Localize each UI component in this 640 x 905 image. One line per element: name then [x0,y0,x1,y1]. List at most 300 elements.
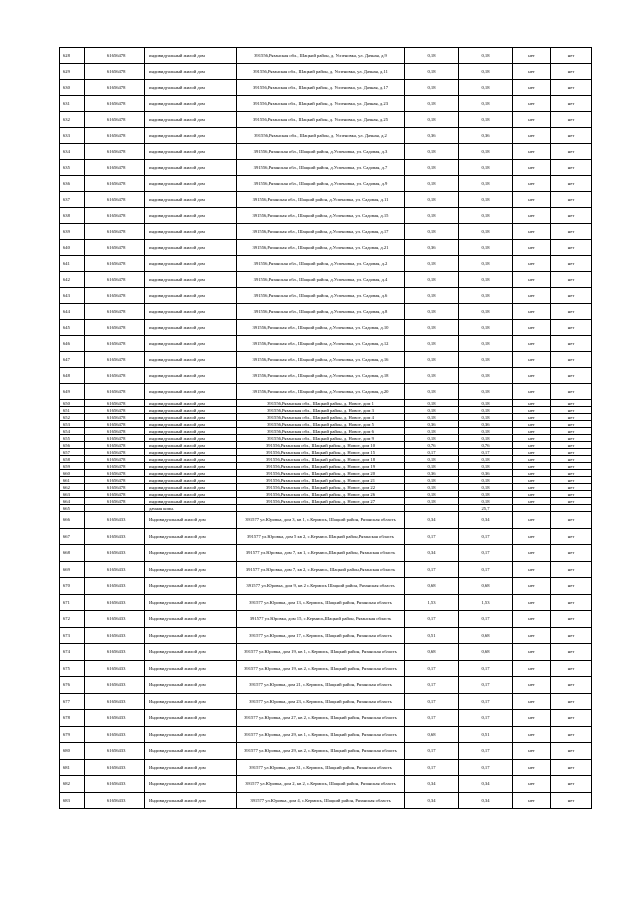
flag-a-cell: нет [513,435,551,442]
area-living-cell: 0,18 [459,48,513,64]
area-living-cell: 0,36 [459,421,513,428]
flag-b-cell: нет [551,644,592,661]
address-cell: 391577 ул.Юровка, дом 17, с.Кермись, Шацкий район, Рязанская область [237,627,405,644]
code-cell: 61656478 [85,368,145,384]
code-cell: 61656478 [85,160,145,176]
code-cell: 61656478 [85,304,145,320]
flag-a-cell: нет [513,144,551,160]
code-cell: 61656433 [85,545,145,562]
area-living-cell: 0,17 [459,743,513,760]
area-total-cell: 0,18 [405,304,459,320]
object-type-cell: индивидуальный жилой дом [145,414,237,421]
row-number-cell: 667 [60,528,85,545]
row-number-cell: 636 [60,176,85,192]
area-total-cell: 0,18 [405,352,459,368]
code-cell: 61656433 [85,594,145,611]
object-type-cell: индивидуальный жилой дом [145,384,237,400]
row-number-cell: 671 [60,594,85,611]
area-living-cell: 0,18 [459,400,513,407]
flag-a-cell: нет [513,407,551,414]
table-row [60,512,592,529]
area-living-cell: 0,18 [459,240,513,256]
flag-a-cell [513,505,551,512]
area-living-cell: 0,51 [459,726,513,743]
address-cell: 391556,Рязанская обл., Шацкий район, д.Успеновка, ул. Садовая, д.21 [237,240,405,256]
flag-b-cell: нет [551,336,592,352]
code-cell: 61656478 [85,456,145,463]
object-type-cell: дачная комн. [145,505,237,512]
flag-a-cell: нет [513,414,551,421]
code-cell: 61656478 [85,477,145,484]
row-number-cell: 638 [60,208,85,224]
code-cell: 61656478 [85,414,145,421]
flag-a-cell: нет [513,528,551,545]
code-cell: 61656478 [85,208,145,224]
code-cell: 61656478 [85,288,145,304]
flag-a-cell: нет [513,470,551,477]
table-row [60,491,592,498]
housing-register-table [59,47,592,809]
area-total-cell: 0,18 [405,428,459,435]
flag-a-cell: нет [513,400,551,407]
flag-b-cell: нет [551,528,592,545]
row-number-cell: 682 [60,776,85,793]
area-total-cell: 0,17 [405,710,459,727]
area-living-cell: 0,17 [459,545,513,562]
address-cell: 391556,Рязанская обл., Шацкий район, д. Новое, дом 21 [237,477,405,484]
row-number-cell: 657 [60,449,85,456]
flag-b-cell: нет [551,710,592,727]
object-type-cell: индивидуальный жилой дом [145,442,237,449]
table-row [60,484,592,491]
table-row [60,561,592,578]
object-type-cell: Индивидуальный жилой дом [145,644,237,661]
address-cell: 391577 ул.Юровка, дом 7, кв 1, с.Кермись,Шацкий район, Рязанская область [237,545,405,562]
flag-b-cell: нет [551,407,592,414]
flag-b-cell: нет [551,304,592,320]
code-cell: 61656478 [85,144,145,160]
row-number-cell: 642 [60,272,85,288]
object-type-cell: индивидуальный жилой дом [145,96,237,112]
area-total-cell: 0,18 [405,320,459,336]
flag-a-cell: нет [513,776,551,793]
table-row [60,240,592,256]
object-type-cell: индивидуальный жилой дом [145,144,237,160]
table-row [60,660,592,677]
table-row [60,498,592,505]
address-cell: 391556,Рязанская обл., Шацкий район, д. Новое, дом 19 [237,463,405,470]
code-cell: 61656478 [85,491,145,498]
code-cell: 61656433 [85,660,145,677]
table-row [60,208,592,224]
address-cell: 391556,Рязанская обл., Шацкий район, д.Успеновка, ул. Садовая, д.18 [237,368,405,384]
object-type-cell: индивидуальный жилой дом [145,160,237,176]
area-living-cell: 0,18 [459,456,513,463]
code-cell: 61656433 [85,726,145,743]
area-total-cell: 0,17 [405,528,459,545]
table-row [60,336,592,352]
flag-a-cell: нет [513,288,551,304]
object-type-cell: индивидуальный жилой дом [145,240,237,256]
table-row [60,677,592,694]
code-cell: 61656478 [85,320,145,336]
flag-b-cell: нет [551,759,592,776]
object-type-cell: индивидуальный жилой дом [145,304,237,320]
address-cell: 391577 ул.Юровка, дом 23, с.Кермись, Шацкий район, Рязанская область [237,693,405,710]
area-total-cell: 0,18 [405,484,459,491]
object-type-cell: индивидуальный жилой дом [145,272,237,288]
area-total-cell: 0,18 [405,48,459,64]
area-total-cell: 0,18 [405,272,459,288]
area-total-cell: 0,36 [405,240,459,256]
row-number-cell: 632 [60,112,85,128]
area-living-cell: 0,34 [459,776,513,793]
code-cell: 61656478 [85,272,145,288]
address-cell: 391556,Рязанская обл., Шацкий район, д. Новое, дом 6 [237,428,405,435]
row-number-cell: 670 [60,578,85,595]
row-number-cell: 648 [60,368,85,384]
area-living-cell: 0,17 [459,611,513,628]
address-cell: 391556,Рязанская обл., Шацкий район, д. Новое, дом 10 [237,442,405,449]
area-living-cell: 0,17 [459,660,513,677]
code-cell: 61656433 [85,693,145,710]
row-number-cell: 683 [60,792,85,809]
table-row [60,176,592,192]
row-number-cell: 675 [60,660,85,677]
flag-b-cell: нет [551,693,592,710]
code-cell: 61656433 [85,561,145,578]
code-cell: 61656433 [85,710,145,727]
area-total-cell: 0,36 [405,128,459,144]
address-cell: 391556,Рязанская обл., Шацкий район, д. Успеновка, ул. Дачная, д.9 [237,48,405,64]
code-cell: 61656433 [85,743,145,760]
flag-b-cell: нет [551,384,592,400]
area-total-cell: 0,51 [405,627,459,644]
area-living-cell: 0,18 [459,144,513,160]
address-cell: 391556,Рязанская обл., Шацкий район, д.Успеновка, ул. Садовая, д.2 [237,256,405,272]
flag-b-cell: нет [551,144,592,160]
table-row [60,463,592,470]
object-type-cell: Индивидуальный жилой дом [145,512,237,529]
area-living-cell: 0,18 [459,224,513,240]
object-type-cell: индивидуальный жилой дом [145,498,237,505]
area-living-cell: 25,7 [459,505,513,512]
area-living-cell: 0,18 [459,384,513,400]
object-type-cell: Индивидуальный жилой дом [145,528,237,545]
area-total-cell: 0,17 [405,611,459,628]
table-row [60,578,592,595]
area-living-cell: 0,18 [459,256,513,272]
flag-a-cell: нет [513,627,551,644]
area-total-cell [405,505,459,512]
row-number-cell: 662 [60,484,85,491]
area-total-cell: 0,68 [405,578,459,595]
document-page [59,47,591,809]
code-cell: 61656478 [85,407,145,414]
area-living-cell: 0,18 [459,192,513,208]
table-row [60,368,592,384]
code-cell: 61656478 [85,352,145,368]
flag-b-cell: нет [551,743,592,760]
code-cell: 61656433 [85,627,145,644]
object-type-cell: Индивидуальный жилой дом [145,660,237,677]
flag-a-cell: нет [513,644,551,661]
table-row [60,470,592,477]
code-cell: 61656478 [85,128,145,144]
row-number-cell: 655 [60,435,85,442]
flag-a-cell: нет [513,368,551,384]
code-cell: 61656478 [85,384,145,400]
flag-a-cell: нет [513,512,551,529]
table-row [60,80,592,96]
table-row [60,144,592,160]
row-number-cell: 681 [60,759,85,776]
address-cell: 391577 ул.Юровка, дом 31, с.Кермись, Шацкий район, Рязанская область [237,759,405,776]
flag-b-cell: нет [551,660,592,677]
area-total-cell: 0,18 [405,477,459,484]
table-row [60,435,592,442]
row-number-cell: 663 [60,491,85,498]
code-cell: 61656478 [85,400,145,407]
table-row [60,505,592,512]
table-row [60,477,592,484]
area-living-cell: 0,18 [459,288,513,304]
row-number-cell: 669 [60,561,85,578]
row-number-cell: 677 [60,693,85,710]
flag-b-cell: нет [551,400,592,407]
table-row [60,304,592,320]
area-total-cell: 0,18 [405,400,459,407]
flag-b-cell: нет [551,414,592,421]
flag-a-cell: нет [513,428,551,435]
flag-a-cell: нет [513,743,551,760]
object-type-cell: индивидуальный жилой дом [145,470,237,477]
area-living-cell: 0,18 [459,463,513,470]
flag-a-cell: нет [513,64,551,80]
flag-b-cell: нет [551,442,592,449]
address-cell: 391556,Рязанская обл., Шацкий район, д.Успеновка, ул. Садовая, д.10 [237,320,405,336]
address-cell: 391556,Рязанская обл., Шацкий район, д. Новое, дом 18 [237,456,405,463]
row-number-cell: 659 [60,463,85,470]
area-total-cell: 0,34 [405,776,459,793]
object-type-cell: Индивидуальный жилой дом [145,677,237,694]
flag-a-cell: нет [513,477,551,484]
address-cell: 391556,Рязанская обл., Шацкий район, д. Новое, дом 9 [237,435,405,442]
flag-a-cell: нет [513,677,551,694]
object-type-cell: Индивидуальный жилой дом [145,693,237,710]
table-row [60,414,592,421]
object-type-cell: Индивидуальный жилой дом [145,594,237,611]
code-cell: 61656478 [85,498,145,505]
area-living-cell: 0,68 [459,578,513,595]
flag-b-cell: нет [551,611,592,628]
area-living-cell: 0,18 [459,112,513,128]
object-type-cell: Индивидуальный жилой дом [145,759,237,776]
table-row [60,320,592,336]
flag-a-cell: нет [513,272,551,288]
flag-b-cell: нет [551,498,592,505]
address-cell: 391556,Рязанская обл., Шацкий район, д. Успеновка, ул. Дачная, д.23 [237,96,405,112]
area-total-cell: 0,34 [405,792,459,809]
code-cell [85,505,145,512]
code-cell: 61656433 [85,644,145,661]
area-total-cell: 0,36 [405,421,459,428]
code-cell: 61656478 [85,256,145,272]
area-total-cell: 0,18 [405,192,459,208]
object-type-cell: индивидуальный жилой дом [145,477,237,484]
flag-a-cell: нет [513,442,551,449]
area-living-cell: 0,18 [459,407,513,414]
table-row [60,96,592,112]
address-cell: 391577 ул.Юровка, дом 2, кв 2, с.Кермись, Шацкий район, Рязанская область [237,776,405,793]
row-number-cell: 640 [60,240,85,256]
object-type-cell: индивидуальный жилой дом [145,128,237,144]
flag-b-cell: нет [551,64,592,80]
flag-a-cell: нет [513,336,551,352]
code-cell: 61656478 [85,64,145,80]
area-living-cell: 0,18 [459,96,513,112]
object-type-cell: индивидуальный жилой дом [145,435,237,442]
area-total-cell: 0,68 [405,644,459,661]
address-cell: 391556,Рязанская обл., Шацкий район, д. Новое, дом 27 [237,498,405,505]
row-number-cell: 628 [60,48,85,64]
area-total-cell: 0,18 [405,144,459,160]
flag-b-cell: нет [551,561,592,578]
flag-a-cell: нет [513,594,551,611]
flag-a-cell: нет [513,545,551,562]
row-number-cell: 649 [60,384,85,400]
table-row [60,48,592,64]
flag-b-cell: нет [551,192,592,208]
table-row [60,272,592,288]
flag-a-cell: нет [513,352,551,368]
area-total-cell: 0,68 [405,726,459,743]
flag-b-cell: нет [551,421,592,428]
area-total-cell: 0,18 [405,498,459,505]
flag-a-cell: нет [513,48,551,64]
flag-a-cell: нет [513,578,551,595]
flag-b-cell: нет [551,320,592,336]
row-number-cell: 644 [60,304,85,320]
flag-b-cell: нет [551,792,592,809]
table-row [60,400,592,407]
area-living-cell: 0,18 [459,368,513,384]
area-living-cell: 0,17 [459,677,513,694]
table-row [60,224,592,240]
code-cell: 61656478 [85,336,145,352]
area-total-cell: 0,17 [405,660,459,677]
table-row [60,776,592,793]
code-cell: 61656433 [85,759,145,776]
object-type-cell: индивидуальный жилой дом [145,368,237,384]
address-cell: 391577 ул.Юровка, дом 15, с.Кермись,Шацкий район, Рязанская область [237,611,405,628]
object-type-cell: Индивидуальный жилой дом [145,545,237,562]
address-cell: 391556,Рязанская обл., Шацкий район, д.Успеновка, ул. Садовая, д.8 [237,304,405,320]
address-cell: 391556,Рязанская обл., Шацкий район, д.Успеновка, ул. Садовая, д.15 [237,208,405,224]
area-living-cell: 0,18 [459,320,513,336]
area-total-cell: 0,17 [405,743,459,760]
area-living-cell: 0,34 [459,512,513,529]
flag-a-cell: нет [513,759,551,776]
flag-a-cell: нет [513,176,551,192]
row-number-cell: 666 [60,512,85,529]
code-cell: 61656478 [85,240,145,256]
area-total-cell: 0,18 [405,80,459,96]
object-type-cell: Индивидуальный жилой дом [145,776,237,793]
object-type-cell: индивидуальный жилой дом [145,428,237,435]
flag-a-cell: нет [513,611,551,628]
flag-a-cell: нет [513,449,551,456]
area-living-cell: 0,36 [459,470,513,477]
area-total-cell: 0,18 [405,176,459,192]
object-type-cell: индивидуальный жилой дом [145,449,237,456]
table-row [60,792,592,809]
table-row [60,726,592,743]
area-total-cell: 0,18 [405,463,459,470]
flag-b-cell: нет [551,176,592,192]
code-cell: 61656478 [85,112,145,128]
row-number-cell: 672 [60,611,85,628]
table-row [60,160,592,176]
area-total-cell: 0,17 [405,449,459,456]
row-number-cell: 653 [60,421,85,428]
address-cell: 391556,Рязанская обл., Шацкий район, д. Новое, дом 20 [237,470,405,477]
flag-a-cell: нет [513,304,551,320]
address-cell: 391556,Рязанская обл., Шацкий район, д.Успеновка, ул. Садовая, д.11 [237,192,405,208]
flag-b-cell: нет [551,456,592,463]
row-number-cell: 661 [60,477,85,484]
row-number-cell: 678 [60,710,85,727]
area-total-cell: 0,18 [405,288,459,304]
area-total-cell: 0,18 [405,96,459,112]
row-number-cell: 646 [60,336,85,352]
area-total-cell: 0,18 [405,160,459,176]
area-total-cell: 0,18 [405,384,459,400]
area-living-cell: 0,18 [459,64,513,80]
area-total-cell: 0,18 [405,224,459,240]
area-total-cell: 0,17 [405,561,459,578]
area-living-cell: 0,18 [459,414,513,421]
address-cell: 391556,Рязанская обл., Шацкий район, д. Успеновка, ул. Дачная, д.2 [237,128,405,144]
address-cell: 391577 ул.Юровка, дом 5 кв 2, с.Кермись Шацкий район,Рязанская область [237,528,405,545]
area-living-cell: 1,53 [459,594,513,611]
address-cell: 391556,Рязанская обл., Шацкий район, д. Новое, дом 22 [237,484,405,491]
flag-b-cell: нет [551,545,592,562]
area-total-cell: 0,18 [405,414,459,421]
code-cell: 61656478 [85,428,145,435]
table-row [60,627,592,644]
area-living-cell: 0,76 [459,442,513,449]
area-total-cell: 0,18 [405,491,459,498]
flag-b-cell: нет [551,470,592,477]
object-type-cell: индивидуальный жилой дом [145,176,237,192]
flag-b-cell: нет [551,208,592,224]
address-cell: 391577 ул.Юровка, дом 19, кв 1, с.Кермись, Шацкий район, Рязанская область [237,644,405,661]
table-row [60,407,592,414]
table-row [60,449,592,456]
flag-b-cell: нет [551,477,592,484]
row-number-cell: 630 [60,80,85,96]
flag-b-cell: нет [551,491,592,498]
flag-a-cell: нет [513,240,551,256]
flag-a-cell: нет [513,726,551,743]
address-cell: 391556,Рязанская обл., Шацкий район, д.Успеновка, ул. Садовая, д.16 [237,352,405,368]
object-type-cell: индивидуальный жилой дом [145,336,237,352]
table-row [60,693,592,710]
area-living-cell: 0,18 [459,80,513,96]
object-type-cell: Индивидуальный жилой дом [145,726,237,743]
table-row [60,528,592,545]
